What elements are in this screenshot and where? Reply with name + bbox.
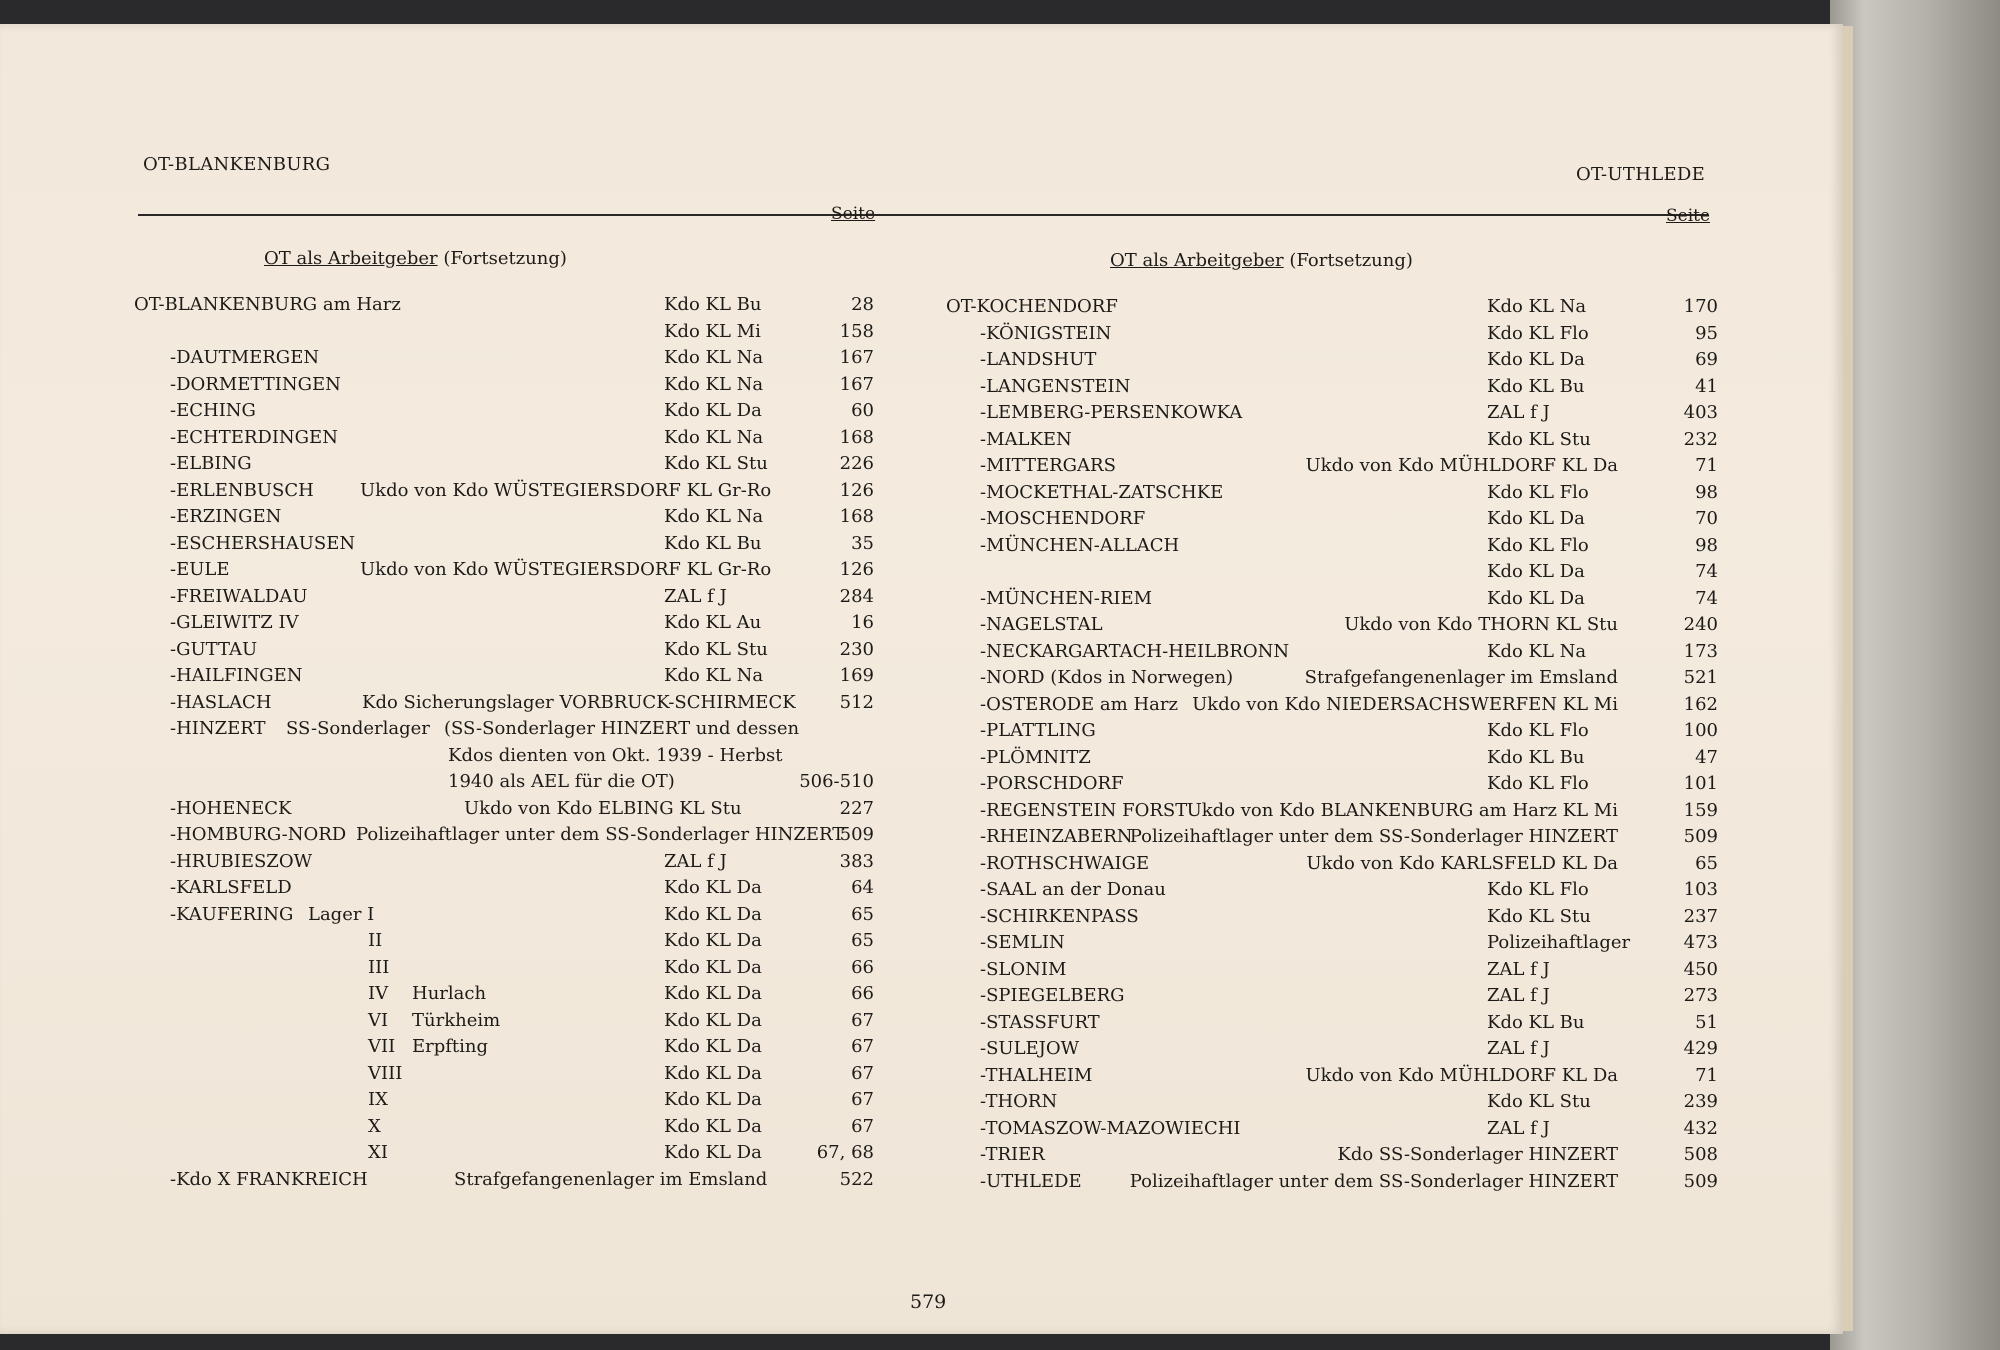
index-row (946, 745, 1720, 771)
entry-page: 237 (1683, 905, 1718, 927)
entry-kdo: Kdo KL Stu (664, 453, 768, 474)
entry-kdo: Kdo KL Da (664, 1089, 762, 1110)
entry-page: 65 (851, 930, 874, 951)
index-row (134, 1008, 890, 1034)
entry-kdo: Kdo KL Na (1487, 296, 1587, 317)
entry-page: 403 (1683, 402, 1718, 423)
entry-name: -ESCHERSHAUSEN (170, 532, 356, 554)
kaufering-lager-number: XI (368, 1142, 388, 1163)
entry-page: 232 (1683, 428, 1718, 450)
index-row (134, 557, 890, 583)
entry-description: Kdo Sicherungslager VORBRUCK-SCHIRMECK (362, 691, 796, 713)
index-row (134, 1034, 890, 1060)
entry-page: 47 (1695, 746, 1718, 768)
entry-kdo: Kdo KL Au (664, 612, 762, 633)
entry-name: -KÖNIGSTEIN (980, 322, 1112, 344)
kaufering-lager-number: X (368, 1115, 381, 1137)
subtitle-left-rest: (Fortsetzung) (437, 248, 567, 269)
entry-name: -PORSCHDORF (980, 773, 1124, 794)
entry-page: 126 (839, 479, 874, 501)
entry-description: Polizeihaftlager unter dem SS-Sonderlager HINZERT (356, 824, 845, 845)
entry-name: -ECHTERDINGEN (170, 426, 338, 448)
entry-page: 98 (1695, 481, 1718, 503)
entry-page: 173 (1683, 640, 1718, 662)
entry-page: 170 (1683, 296, 1718, 317)
index-row (134, 1114, 890, 1140)
entry-kdo: Kdo KL Flo (1487, 481, 1589, 503)
entry-page: 521 (1683, 667, 1718, 688)
index-row (134, 584, 890, 610)
book-binding (1830, 0, 2000, 1350)
index-row (946, 957, 1720, 983)
entry-kdo: Kdo KL Na (664, 506, 764, 527)
entry-page: 100 (1683, 720, 1718, 741)
entry-page: 230 (839, 638, 874, 660)
entry-name: -SPIEGELBERG (980, 985, 1125, 1006)
entry-page: 168 (839, 426, 874, 448)
entry-kdo: Kdo KL Da (664, 1062, 762, 1084)
index-row (946, 771, 1720, 797)
index-row (946, 1116, 1720, 1142)
entry-page: 383 (839, 850, 874, 872)
index-row (134, 610, 890, 636)
entry-name: OT-KOCHENDORF (946, 296, 1118, 317)
index-row (946, 612, 1720, 638)
entry-page: 95 (1695, 322, 1718, 344)
entry-name: -MÜNCHEN-ALLACH (980, 534, 1180, 556)
entry-page: 71 (1695, 1064, 1718, 1086)
entry-page: 429 (1683, 1038, 1718, 1059)
index-row (946, 639, 1720, 665)
seite-right: Seite (1666, 206, 1711, 226)
entry-page: 66 (851, 956, 874, 978)
index-row (946, 692, 1720, 718)
entry-page: 168 (839, 506, 874, 527)
entry-kdo: ZAL f J (664, 585, 727, 607)
entry-page: 28 (851, 294, 874, 315)
index-row (134, 372, 890, 398)
entry-page: 240 (1683, 614, 1718, 635)
index-row (946, 930, 1720, 956)
index-row (946, 798, 1720, 824)
entry-page: 227 (839, 797, 874, 819)
entry-name: -GUTTAU (170, 638, 258, 660)
index-row (946, 453, 1720, 479)
entry-name: -PLÖMNITZ (980, 746, 1091, 768)
entry-kdo: Kdo KL Na (664, 426, 764, 448)
entry-page: 509 (1683, 826, 1718, 847)
entry-page: 98 (1695, 534, 1718, 556)
index-row (946, 533, 1720, 559)
entry-page: 16 (851, 612, 874, 633)
entry-kdo: Kdo KL Bu (1487, 746, 1585, 768)
entry-page: 512 (839, 691, 874, 713)
book-page (0, 24, 1843, 1334)
kaufering-lager-number: III (368, 956, 390, 978)
entry-name: -DORMETTINGEN (170, 373, 341, 395)
index-row (946, 1010, 1720, 1036)
entry-page: 65 (851, 903, 874, 925)
entry-page: 60 (851, 400, 874, 421)
entry-page: 71 (1695, 455, 1718, 476)
index-row (134, 451, 890, 477)
entry-page: 67 (851, 1115, 874, 1137)
index-row (134, 981, 890, 1007)
index-row (134, 398, 890, 424)
entry-kdo: Kdo KL Da (1487, 349, 1585, 370)
entry-page: 51 (1695, 1011, 1718, 1033)
entry-page: 67 (851, 1062, 874, 1084)
entry-name: -KAUFERING (170, 903, 294, 925)
entry-name: -ROTHSCHWAIGE (980, 852, 1150, 874)
entry-description: Ukdo von Kdo KARLSFELD KL Da (1306, 852, 1618, 874)
index-row (134, 319, 890, 345)
kaufering-lager-number: Lager I (308, 903, 375, 925)
entry-kdo: Kdo KL Da (664, 1115, 762, 1137)
entry-page: 169 (839, 665, 874, 686)
index-row (134, 663, 890, 689)
entry-kdo: Kdo KL Flo (1487, 720, 1589, 741)
entry-page: 67 (851, 1009, 874, 1031)
entry-name: -SLONIM (980, 958, 1067, 980)
entry-description: Ukdo von Kdo WÜSTEGIERSDORF KL Gr-Ro (360, 479, 772, 501)
entry-page: 432 (1683, 1117, 1718, 1139)
entry-page: 273 (1683, 985, 1718, 1006)
index-row (946, 665, 1720, 691)
entry-name: -HINZERT (170, 718, 266, 739)
entry-name: -PLATTLING (980, 720, 1096, 741)
index-row (134, 928, 890, 954)
entry-kdo: Kdo KL Da (664, 903, 762, 925)
index-row (946, 1142, 1720, 1168)
entry-name: -THALHEIM (980, 1064, 1093, 1086)
index-row (134, 1061, 890, 1087)
index-row (134, 292, 890, 318)
entry-description: Ukdo von Kdo ELBING KL Stu (464, 797, 742, 819)
entry-kdo: ZAL f J (1487, 985, 1550, 1006)
index-row (946, 1169, 1720, 1195)
entry-description: Ukdo von Kdo MÜHLDORF KL Da (1305, 1064, 1618, 1086)
index-row (134, 849, 890, 875)
entry-kdo: Kdo KL Da (1487, 587, 1585, 609)
entry-name: -KARLSFELD (170, 877, 292, 898)
index-row (134, 531, 890, 557)
entry-page: 509 (1683, 1170, 1718, 1192)
entry-description: 1940 als AEL für die OT) (448, 771, 675, 792)
entry-name: -HASLACH (170, 691, 272, 713)
entry-name: -MITTERGARS (980, 455, 1116, 476)
entry-name: -LEMBERG-PERSENKOWKA (980, 402, 1243, 423)
entry-page: 64 (851, 877, 874, 898)
entry-name: -MOCKETHAL-ZATSCHKE (980, 481, 1224, 503)
entry-page: 522 (839, 1168, 874, 1190)
entry-kdo: Kdo KL Na (664, 347, 764, 368)
entry-name: -HAILFINGEN (170, 665, 303, 686)
entry-name: -ECHING (170, 400, 256, 421)
entry-kdo: Kdo KL Na (1487, 640, 1587, 662)
entry-page: 126 (839, 559, 874, 580)
entry-name: -EULE (170, 559, 230, 580)
entry-name: -DAUTMERGEN (170, 347, 320, 368)
entry-type: SS-Sonderlager (286, 718, 430, 739)
entry-kdo: Kdo KL Da (664, 930, 762, 951)
entry-kdo: ZAL f J (1487, 402, 1550, 423)
entry-page: 239 (1683, 1091, 1718, 1112)
entry-kdo: Kdo KL Da (664, 877, 762, 898)
entry-page: 159 (1683, 799, 1718, 821)
entry-page: 69 (1695, 349, 1718, 370)
index-row (134, 822, 890, 848)
entry-page: 284 (839, 585, 874, 607)
entry-kdo: Kdo KL Flo (1487, 534, 1589, 556)
entry-description: (SS-Sonderlager HINZERT und dessen (444, 718, 800, 739)
entry-page: 450 (1683, 958, 1718, 980)
entry-name: -SCHIRKENPASS (980, 905, 1139, 927)
seite-left: Seite (831, 204, 876, 224)
entry-kdo: Kdo KL Na (664, 373, 764, 395)
entry-page: 473 (1683, 932, 1718, 953)
index-row (134, 1140, 890, 1166)
entry-name: -GLEIWITZ IV (170, 612, 299, 633)
entry-page: 67 (851, 1036, 874, 1057)
entry-description: Ukdo von Kdo NIEDERSACHSWERFEN KL Mi (1192, 693, 1618, 715)
entry-page: 35 (851, 532, 874, 554)
index-row (134, 425, 890, 451)
entry-description: Ukdo von Kdo BLANKENBURG am Harz KL Mi (1186, 799, 1618, 821)
index-row (946, 321, 1720, 347)
index-row (134, 504, 890, 530)
kaufering-lager-number: IV (368, 983, 389, 1004)
entry-kdo: Kdo KL Stu (1487, 1091, 1591, 1112)
index-row (946, 294, 1720, 320)
index-row (946, 559, 1720, 585)
index-row (134, 1167, 890, 1193)
entry-kdo: ZAL f J (1487, 1038, 1550, 1059)
header-left: OT-BLANKENBURG (143, 154, 331, 175)
index-row (946, 904, 1720, 930)
index-row (946, 983, 1720, 1009)
subtitle-left (264, 248, 567, 269)
index-row (946, 718, 1720, 744)
entry-kdo: Kdo KL Stu (664, 638, 768, 660)
index-row (946, 506, 1720, 532)
kaufering-lager-number: VIII (368, 1062, 403, 1084)
index-row (946, 877, 1720, 903)
index-row (134, 902, 890, 928)
entry-description: Ukdo von Kdo WÜSTEGIERSDORF KL Gr-Ro (360, 559, 772, 580)
index-row (946, 824, 1720, 850)
entry-kdo: Kdo KL Flo (1487, 773, 1589, 794)
entry-kdo: Kdo KL Bu (1487, 375, 1585, 397)
entry-description: Ukdo von Kdo MÜHLDORF KL Da (1305, 455, 1618, 476)
subtitle-right-underlined: OT als Arbeitgeber (1110, 250, 1284, 271)
entry-page: 167 (839, 347, 874, 368)
entry-name: -MALKEN (980, 428, 1072, 450)
entry-kdo: Kdo KL Da (664, 400, 762, 421)
entry-name: -MOSCHENDORF (980, 508, 1146, 529)
entry-name: -REGENSTEIN FORST (980, 799, 1188, 821)
entry-page: 167 (839, 373, 874, 395)
index-row (134, 796, 890, 822)
index-row (946, 427, 1720, 453)
entry-name: -LANDSHUT (980, 349, 1097, 370)
entry-page: 65 (1695, 852, 1718, 874)
entry-page: 67, 68 (816, 1142, 874, 1163)
entry-page: 70 (1695, 508, 1718, 529)
entry-name: -SULEJOW (980, 1038, 1080, 1059)
entry-name: -ELBING (170, 453, 252, 474)
entry-kdo: Kdo KL Da (664, 1009, 762, 1031)
kaufering-lager-number: IX (368, 1089, 388, 1110)
index-row (134, 637, 890, 663)
entry-kdo: ZAL f J (1487, 958, 1550, 980)
index-row (134, 1087, 890, 1113)
index-row (946, 480, 1720, 506)
index-row (946, 400, 1720, 426)
entry-name: -HRUBIESZOW (170, 850, 313, 872)
entry-kdo: ZAL f J (664, 850, 727, 872)
entry-kdo: Kdo KL Bu (664, 532, 762, 554)
entry-name: -STASSFURT (980, 1011, 1100, 1033)
entry-name: -FREIWALDAU (170, 585, 308, 607)
entry-description: Ukdo von Kdo THORN KL Stu (1344, 614, 1618, 635)
entry-kdo: Kdo KL Stu (1487, 428, 1591, 450)
kaufering-lager-number: VI (368, 1009, 389, 1031)
entry-kdo: Kdo KL Da (1487, 561, 1585, 582)
entry-kdo: Kdo KL Flo (1487, 322, 1589, 344)
entry-name: -SAAL an der Donau (980, 879, 1166, 900)
kaufering-lager-number: VII (368, 1036, 396, 1057)
entry-kdo: Kdo KL Flo (1487, 879, 1589, 900)
index-row (134, 955, 890, 981)
index-row (946, 1036, 1720, 1062)
index-row (946, 347, 1720, 373)
entry-description: Polizeihaftlager unter dem SS-Sonderlager HINZERT (1129, 826, 1618, 847)
entry-page: 509 (839, 824, 874, 845)
index-row (946, 1063, 1720, 1089)
header-right: OT-UTHLEDE (1576, 164, 1706, 185)
entry-page: 67 (851, 1089, 874, 1110)
entry-kdo: Polizeihaftlager (1487, 932, 1631, 953)
entry-description: Polizeihaftlager unter dem SS-Sonderlager HINZERT (1129, 1170, 1618, 1192)
index-row (134, 690, 890, 716)
entry-name: -NAGELSTAL (980, 614, 1103, 635)
entry-kdo: Kdo KL Da (664, 956, 762, 978)
entry-name: -THORN (980, 1091, 1058, 1112)
entry-name: -LANGENSTEIN (980, 375, 1131, 397)
entry-page: 506-510 (799, 771, 874, 792)
entry-description: Strafgefangenenlager im Emsland (1304, 667, 1618, 688)
entry-name: OT-BLANKENBURG am Harz (134, 294, 401, 315)
entry-kdo: Kdo KL Da (664, 983, 762, 1004)
entry-kdo: Kdo KL Na (664, 665, 764, 686)
entry-name: -MÜNCHEN-RIEM (980, 587, 1153, 609)
entry-description: Kdos dienten von Okt. 1939 - Herbst (448, 744, 783, 766)
entry-kdo: Kdo KL Bu (1487, 1011, 1585, 1033)
entry-name: -HOMBURG-NORD (170, 824, 347, 845)
entry-kdo: Kdo KL Da (1487, 508, 1585, 529)
entry-name: -UTHLEDE (980, 1170, 1082, 1192)
entry-kdo: Kdo KL Stu (1487, 905, 1591, 927)
entry-page: 508 (1683, 1144, 1718, 1165)
entry-page: 158 (839, 320, 874, 342)
entry-name: -Kdo X FRANKREICH (170, 1168, 368, 1190)
index-row (134, 478, 890, 504)
entry-name: -RHEINZABERN (980, 826, 1133, 847)
kaufering-place: Erpfting (412, 1036, 489, 1057)
entry-page: 162 (1683, 693, 1718, 715)
entry-kdo: Kdo KL Mi (664, 320, 761, 342)
entry-page: 41 (1695, 375, 1718, 397)
kaufering-lager-number: II (368, 930, 383, 951)
subtitle-left-underlined: OT als Arbeitgeber (264, 248, 438, 269)
entry-kdo: Kdo KL Bu (664, 294, 762, 315)
entry-name: -ERLENBUSCH (170, 479, 314, 501)
header-rule (138, 214, 1708, 216)
entry-page: 103 (1683, 879, 1718, 900)
entry-page: 74 (1695, 587, 1718, 609)
index-row (134, 743, 890, 769)
index-row (946, 1089, 1720, 1115)
subtitle-right (1110, 250, 1413, 271)
index-row (134, 716, 890, 742)
entry-page: 74 (1695, 561, 1718, 582)
entry-page: 226 (839, 453, 874, 474)
entry-name: -TRIER (980, 1144, 1045, 1165)
page-edge (1843, 26, 1853, 1331)
entry-page: 101 (1683, 773, 1718, 794)
index-row (946, 851, 1720, 877)
index-row (134, 345, 890, 371)
entry-kdo: Kdo KL Da (664, 1036, 762, 1057)
kaufering-place: Türkheim (412, 1009, 501, 1031)
index-row (134, 875, 890, 901)
entry-name: -NORD (Kdos in Norwegen) (980, 667, 1234, 688)
entry-name: -ERZINGEN (170, 506, 282, 527)
entry-name: -TOMASZOW-MAZOWIECHI (980, 1117, 1241, 1139)
entry-kdo: ZAL f J (1487, 1117, 1550, 1139)
entry-kdo: Kdo KL Da (664, 1142, 762, 1163)
index-row (134, 769, 890, 795)
index-row (946, 374, 1720, 400)
entry-name: -OSTERODE am Harz (980, 693, 1178, 715)
entry-page: 66 (851, 983, 874, 1004)
entry-name: -HOHENECK (170, 797, 292, 819)
subtitle-right-rest: (Fortsetzung) (1283, 250, 1413, 271)
page-number: 579 (910, 1291, 947, 1313)
entry-name: -NECKARGARTACH-HEILBRONN (980, 640, 1290, 662)
kaufering-place: Hurlach (412, 983, 487, 1004)
entry-description: Kdo SS-Sonderlager HINZERT (1337, 1144, 1618, 1165)
entry-name: -SEMLIN (980, 932, 1065, 953)
index-row (946, 586, 1720, 612)
entry-description: Strafgefangenenlager im Emsland (454, 1168, 768, 1190)
